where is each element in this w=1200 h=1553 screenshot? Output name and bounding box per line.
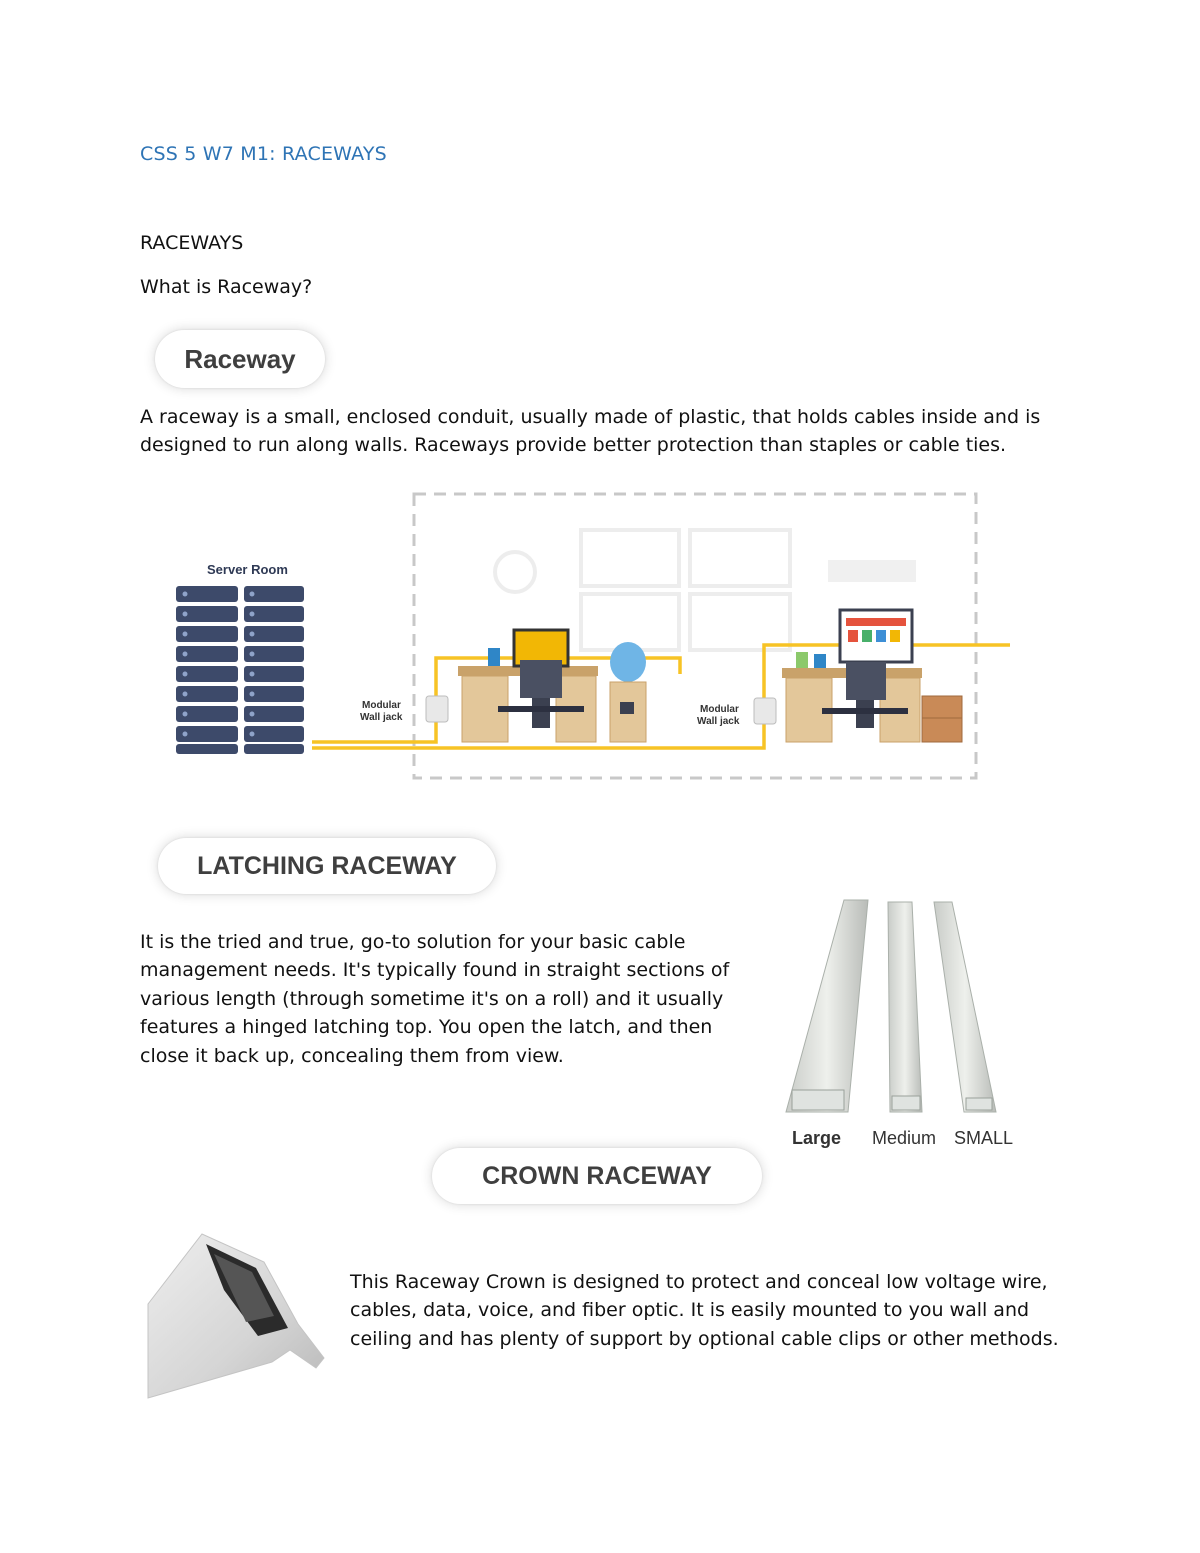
medium-duct-icon (888, 902, 922, 1112)
raceway-diagram (170, 488, 982, 784)
wall-jack-icon (426, 696, 448, 722)
jack-label-4: Wall jack (697, 716, 740, 727)
size-label-medium: Medium (872, 1128, 937, 1148)
latching-raceway-sizes-image (784, 898, 1032, 1148)
raceway-description: A raceway is a small, enclosed conduit, usually made of plastic, that holds cables inside and is designed to run along walls. Raceways provide better protection than staples or cable ties. (140, 406, 1041, 457)
crown-raceway-description: This Raceway Crown is designed to protect and conceal low voltage wire, cables, data, voice, and fiber optic. It is easily mounted to you wall and ceiling and has plenty of support by optional cable clips or other methods. (350, 1271, 1059, 1350)
crown-raceway-image (148, 1232, 328, 1398)
storage-boxes-icon (922, 696, 962, 742)
small-duct-icon (934, 902, 996, 1112)
document-title: CSS 5 W7 M1: RACEWAYS (140, 143, 387, 165)
raceway-badge: Raceway (155, 330, 325, 388)
desk-workstation-icon (458, 630, 598, 742)
desk-workstation-icon (782, 610, 922, 742)
crown-raceway-badge: CROWN RACEWAY (432, 1148, 762, 1204)
size-label-large: Large (792, 1128, 842, 1148)
jack-label-1: Modular (362, 700, 401, 711)
section-heading: RACEWAYS (140, 232, 244, 254)
jack-label-2: Wall jack (360, 712, 403, 723)
wall-jack-icon (754, 698, 776, 724)
server-rack-icon (176, 586, 304, 754)
question-text: What is Raceway? (140, 276, 313, 298)
size-label-small: SMALL (954, 1128, 1014, 1148)
server-room-label: Server Room (207, 562, 288, 577)
large-duct-icon (786, 900, 868, 1112)
water-cooler-icon (610, 642, 646, 742)
latching-raceway-description: It is the tried and true, go-to solution for your basic cable management needs. It's typically found in straight sections of various length (through sometime it's on a roll) and it usually features a hinged latching top. You open the latch, and then close it back up, concealing them from view. (140, 931, 730, 1067)
jack-label-3: Modular (700, 704, 739, 715)
latching-raceway-badge: LATCHING RACEWAY (158, 838, 496, 894)
